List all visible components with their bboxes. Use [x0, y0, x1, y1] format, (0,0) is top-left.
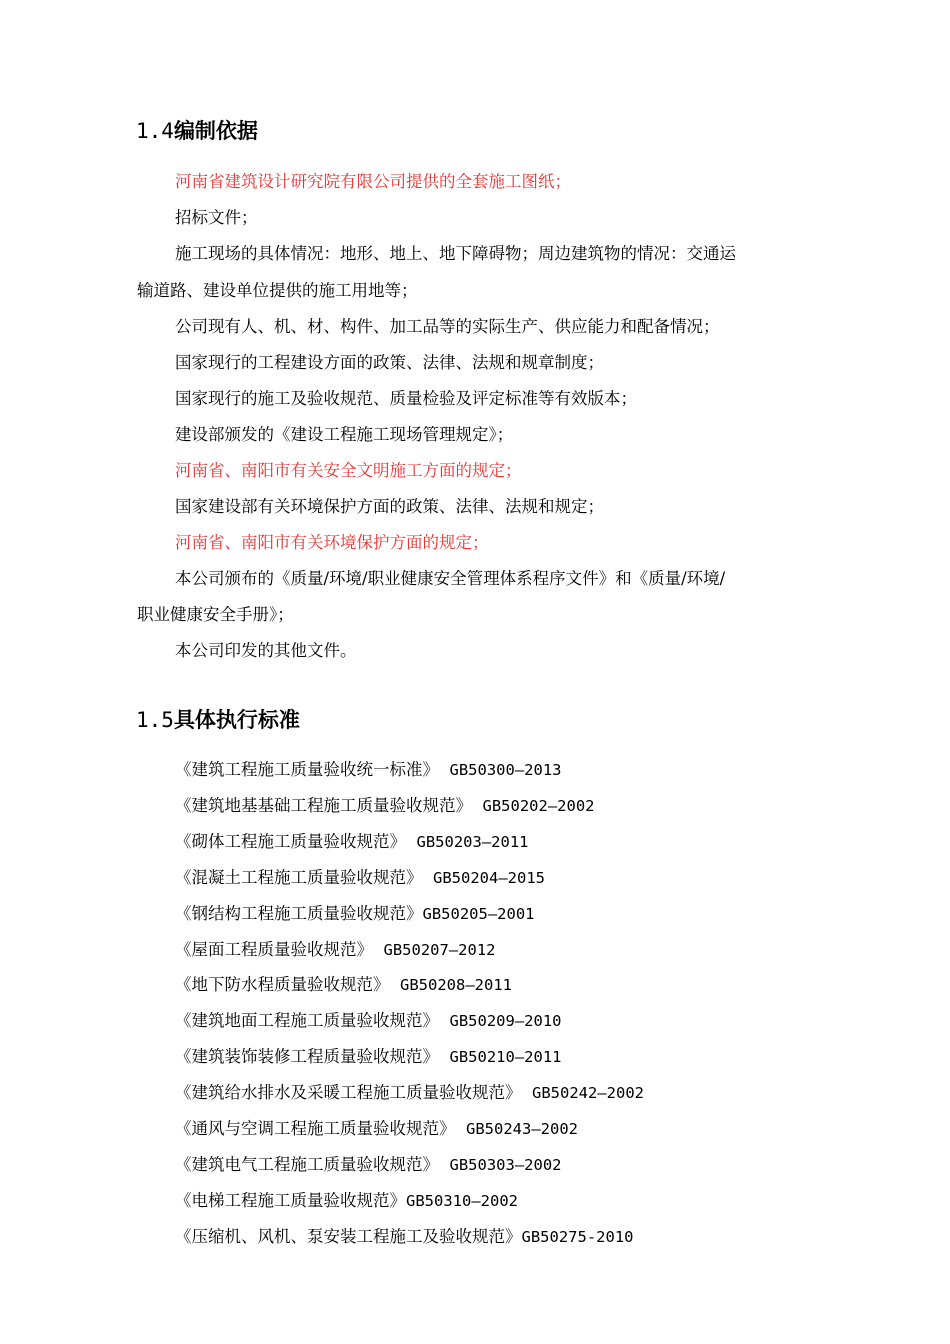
standard-separator — [406, 832, 417, 851]
standard-item — [175, 794, 594, 818]
standard-code: GB50275-2010 — [521, 1227, 634, 1246]
standard-code: GB50242—2002 — [532, 1084, 644, 1103]
standard-item — [175, 830, 528, 854]
section-heading-1-5 — [136, 706, 300, 734]
standard-item — [175, 973, 512, 997]
standard-item — [175, 866, 545, 890]
standard-item — [175, 938, 495, 962]
standard-name: 《电梯工程施工质量验收规范》 — [175, 1190, 406, 1210]
standard-separator — [439, 1155, 450, 1174]
standard-code: GB50310—2002 — [406, 1191, 518, 1210]
standard-item — [175, 1153, 561, 1177]
standard-name: 《建筑地面工程施工质量验收规范》 — [175, 1011, 439, 1031]
standard-item — [175, 1189, 518, 1213]
standard-code: GB50208—2011 — [400, 976, 512, 995]
standard-code: GB50203—2011 — [416, 832, 529, 851]
basis-item-provincial-environmental: 河南省、南阳市有关环境保护方面的规定； — [175, 533, 489, 552]
basis-item-company-capacity: 公司现有人、机、材、构件、加工品等的实际生产、供应能力和配备情况； — [175, 317, 720, 336]
section-title: 具体执行标准 — [173, 708, 300, 732]
standard-name: 《压缩机、风机、泵安装工程施工及验收规范》 — [175, 1226, 522, 1246]
standard-separator — [390, 975, 401, 994]
standard-item — [175, 1045, 561, 1069]
basis-item-management-system-cont: 职业健康安全手册》； — [137, 605, 294, 624]
standard-code: GB50204—2015 — [433, 868, 545, 887]
standard-separator — [439, 1047, 450, 1066]
basis-item-provincial-safety: 河南省、南阳市有关安全文明施工方面的规定； — [175, 461, 522, 480]
standard-name: 《通风与空调工程施工质量验收规范》 — [175, 1119, 456, 1138]
standard-separator — [522, 1083, 533, 1102]
basis-item-tender-documents: 招标文件； — [175, 208, 258, 227]
standard-separator — [423, 868, 434, 887]
standard-item — [175, 1225, 633, 1249]
standard-code: GB50243—2002 — [466, 1120, 578, 1138]
basis-item-site-conditions: 施工现场的具体情况：地形、地上、地下障碍物；周边建筑物的情况：交通运 — [175, 244, 736, 263]
standard-code: GB50210—2011 — [449, 1048, 562, 1067]
basis-item-site-conditions-cont: 输道路、建设单位提供的施工用地等； — [137, 281, 418, 300]
standard-code: GB50300—2013 — [449, 761, 562, 779]
standard-item — [175, 902, 534, 926]
basis-item-other-documents: 本公司印发的其他文件。 — [175, 641, 357, 660]
standard-name: 《建筑给水排水及采暖工程施工质量验收规范》 — [175, 1083, 522, 1103]
standard-code: GB50209—2010 — [449, 1012, 562, 1031]
standard-name: 《砌体工程施工质量验收规范》 — [175, 831, 406, 851]
standard-name: 《钢结构工程施工质量验收规范》 — [175, 903, 423, 923]
standard-name: 《建筑装饰装修工程质量验收规范》 — [175, 1047, 439, 1067]
basis-item-environmental-policies: 国家建设部有关环境保护方面的政策、法律、法规和规定； — [175, 497, 604, 516]
standard-code: GB50205—2001 — [422, 904, 535, 923]
section-heading-1-4 — [136, 117, 258, 145]
standard-item — [175, 1117, 578, 1141]
standard-item — [175, 1009, 561, 1033]
standard-code: GB50303—2002 — [449, 1155, 562, 1174]
standard-separator — [472, 796, 483, 815]
basis-item-design-drawings: 河南省建筑设计研究院有限公司提供的全套施工图纸； — [175, 172, 571, 191]
standard-item — [175, 758, 561, 782]
standard-separator — [439, 760, 450, 779]
basis-item-management-system: 本公司颁布的《质量/环境/职业健康安全管理体系程序文件》和《质量/环境/ — [175, 569, 726, 588]
section-number: 1.5 — [136, 708, 174, 732]
basis-item-national-policies: 国家现行的工程建设方面的政策、法律、法规和规章制度； — [175, 353, 604, 372]
section-number: 1.4 — [136, 119, 174, 143]
standard-name: 《地下防水程质量验收规范》 — [175, 975, 390, 995]
standard-code: GB50207—2012 — [383, 940, 496, 959]
standard-name: 《建筑电气工程施工质量验收规范》 — [175, 1154, 439, 1174]
standard-code: GB50202—2002 — [482, 796, 595, 815]
basis-item-site-management-rules: 建设部颁发的《建设工程施工现场管理规定》； — [175, 425, 514, 444]
basis-item-national-specs: 国家现行的施工及验收规范、质量检验及评定标准等有效版本； — [175, 389, 637, 408]
standard-separator — [373, 940, 384, 959]
standard-name: 《混凝土工程施工质量验收规范》 — [175, 867, 423, 887]
section-title: 编制依据 — [173, 119, 258, 143]
standard-separator — [456, 1119, 467, 1138]
standard-name: 《建筑工程施工质量验收统一标准》 — [175, 760, 439, 779]
standard-name: 《屋面工程质量验收规范》 — [175, 939, 373, 959]
standard-item — [175, 1081, 644, 1105]
standard-separator — [439, 1011, 450, 1030]
standard-name: 《建筑地基基础工程施工质量验收规范》 — [175, 795, 472, 815]
